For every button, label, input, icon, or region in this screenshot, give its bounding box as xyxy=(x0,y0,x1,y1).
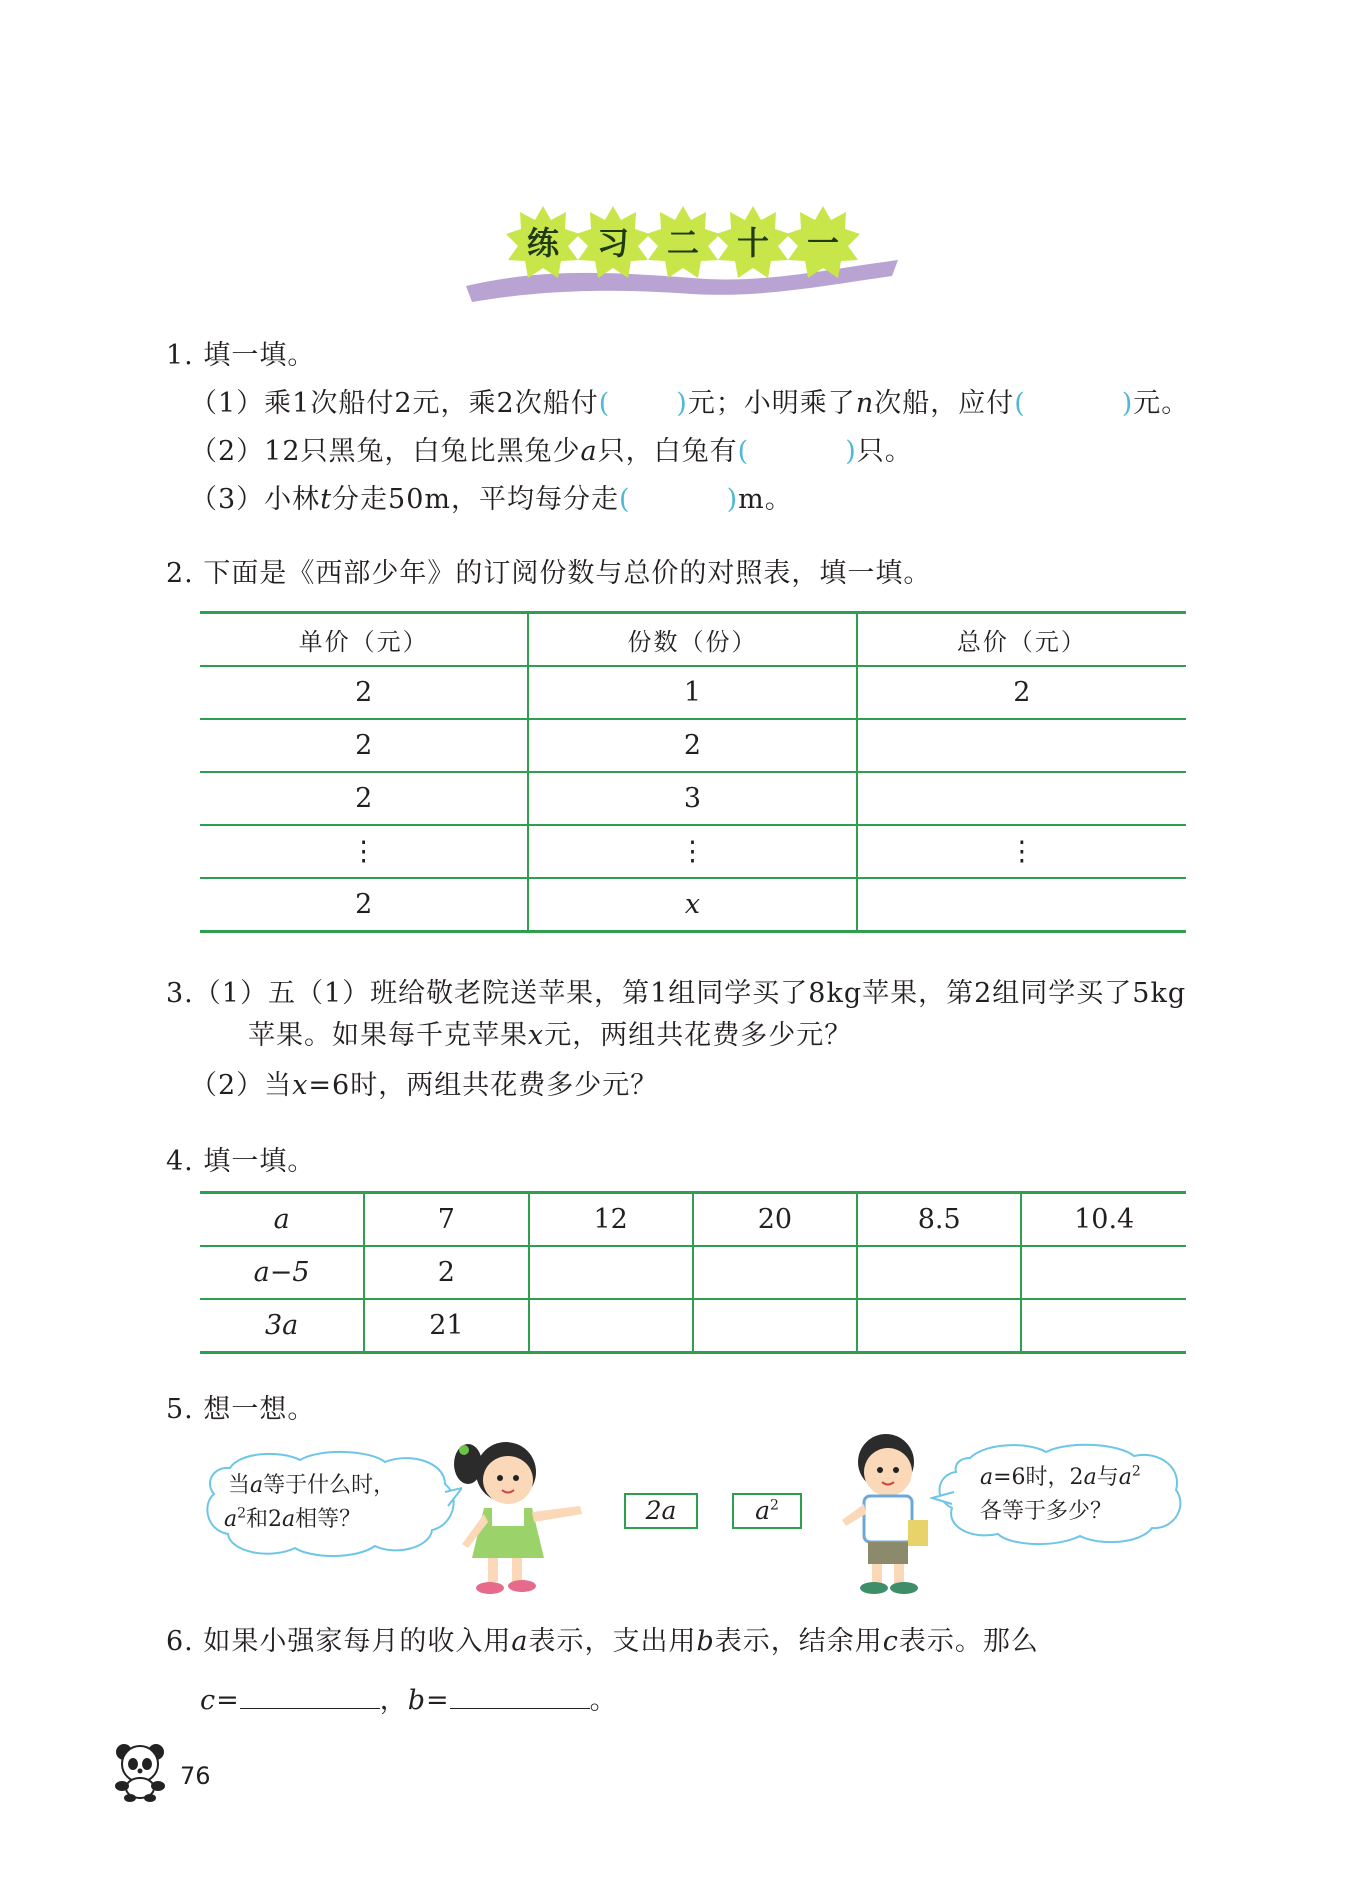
table-row xyxy=(200,1299,1186,1353)
table-header-cell: 总价（元） xyxy=(857,613,1186,667)
table-cell: ⋮ xyxy=(200,825,528,878)
answer-blank-c[interactable] xyxy=(240,1680,380,1709)
answer-paren-close: ) xyxy=(726,484,739,515)
boy-bubble-line1: a=6时，2a与$a^2$ xyxy=(980,1463,1141,1490)
table-row xyxy=(200,878,1186,932)
table-header-row xyxy=(200,613,1186,667)
expression-box-a-squared: $a^2$ xyxy=(732,1493,802,1529)
table-cell: 8.5 xyxy=(857,1193,1021,1247)
table-cell: 3a xyxy=(200,1299,364,1353)
answer-cell[interactable] xyxy=(857,878,1186,932)
table-cell: 2 xyxy=(364,1246,528,1299)
answer-paren-close: ) xyxy=(845,436,857,467)
table-header-cell: 份数（份） xyxy=(528,613,856,667)
expression-table xyxy=(200,1191,1186,1354)
q5-heading: 5. 想一想。 xyxy=(166,1394,316,1425)
girl-bubble-line2: $a^2$和2a相等？ xyxy=(224,1505,362,1532)
expression-box-2a: 2a xyxy=(624,1493,698,1529)
answer-cell[interactable] xyxy=(529,1246,693,1299)
answer-paren-open[interactable]: ( xyxy=(619,484,631,515)
table-header-cell: 单价（元） xyxy=(200,613,528,667)
table-cell: x xyxy=(528,878,856,932)
q1-part3: （3）小林t分走50m，平均每分走( )m。 xyxy=(190,484,793,515)
girl-illustration xyxy=(448,1432,592,1600)
q3-line1: 3.（1）五（1）班给敬老院送苹果，第1组同学买了8kg苹果，第2组同学买了5kg xyxy=(166,978,1187,1009)
page-number: 76 xyxy=(180,1762,211,1790)
table-cell: 12 xyxy=(529,1193,693,1247)
answer-paren-open[interactable]: ( xyxy=(598,388,611,419)
boy-bubble-line2: 各等于多少？ xyxy=(980,1499,1113,1524)
answer-cell[interactable] xyxy=(857,1299,1021,1353)
answer-blank-b[interactable] xyxy=(450,1680,590,1709)
table-cell: 20 xyxy=(693,1193,857,1247)
q2-heading: 2. 下面是《西部少年》的订阅份数与总价的对照表，填一填。 xyxy=(166,558,932,589)
q1-part1: （1）乘1次船付2元，乘2次船付( )元；小明乘了n次船，应付( )元。 xyxy=(190,388,1190,419)
title-star: 二 xyxy=(644,204,722,282)
exercise-title xyxy=(462,198,902,310)
table-row xyxy=(200,1193,1186,1247)
table-cell: 2 xyxy=(857,666,1186,719)
answer-cell[interactable] xyxy=(857,719,1186,772)
answer-cell[interactable] xyxy=(1021,1246,1186,1299)
q1-heading: 1. 填一填。 xyxy=(166,340,316,371)
answer-cell[interactable] xyxy=(1021,1299,1186,1353)
answer-paren-close: ) xyxy=(1121,388,1134,419)
answer-cell[interactable] xyxy=(857,772,1186,825)
boy-speech-bubble xyxy=(930,1440,1188,1548)
answer-paren-open[interactable]: ( xyxy=(737,436,750,467)
q1-part2: （2）12只黑兔，白兔比黑兔少a只，白兔有( )只。 xyxy=(190,436,913,467)
answer-paren-open[interactable]: ( xyxy=(1014,388,1026,419)
subscription-table xyxy=(200,611,1186,933)
table-cell: a xyxy=(200,1193,364,1247)
answer-cell[interactable] xyxy=(529,1299,693,1353)
table-cell: ⋮ xyxy=(528,825,856,878)
title-star: 十 xyxy=(714,204,792,282)
q6-line1: 6. 如果小强家每月的收入用a表示，支出用b表示，结余用c表示。那么 xyxy=(166,1626,1039,1657)
table-cell: 21 xyxy=(364,1299,528,1353)
table-row xyxy=(200,666,1186,719)
table-cell: ⋮ xyxy=(857,825,1186,878)
table-row xyxy=(200,719,1186,772)
q3-line3: （2）当x=6时，两组共花费多少元？ xyxy=(190,1070,659,1101)
panda-icon xyxy=(110,1740,172,1802)
answer-cell[interactable] xyxy=(693,1246,857,1299)
table-cell: 3 xyxy=(528,772,856,825)
answer-cell[interactable] xyxy=(693,1299,857,1353)
q6-line2: c= ，b= 。 xyxy=(200,1680,618,1721)
table-row xyxy=(200,1246,1186,1299)
table-row xyxy=(200,772,1186,825)
table-row xyxy=(200,825,1186,878)
table-cell: 1 xyxy=(528,666,856,719)
q4-heading: 4. 填一填。 xyxy=(166,1146,316,1177)
table-cell: 2 xyxy=(528,719,856,772)
table-cell: 2 xyxy=(200,719,528,772)
table-cell: 7 xyxy=(364,1193,528,1247)
table-cell: 10.4 xyxy=(1021,1193,1186,1247)
title-star: 一 xyxy=(784,204,862,282)
table-cell: 2 xyxy=(200,666,528,719)
title-star: 习 xyxy=(574,204,652,282)
title-star: 练 xyxy=(504,204,582,282)
answer-paren-close: ) xyxy=(676,388,688,419)
table-cell: 2 xyxy=(200,772,528,825)
table-cell: 2 xyxy=(200,878,528,932)
girl-bubble-line1: 当a等于什么时， xyxy=(228,1473,396,1498)
q3-line2: 苹果。如果每千克苹果x元，两组共花费多少元？ xyxy=(248,1020,853,1051)
answer-cell[interactable] xyxy=(857,1246,1021,1299)
table-cell: a−5 xyxy=(200,1246,364,1299)
